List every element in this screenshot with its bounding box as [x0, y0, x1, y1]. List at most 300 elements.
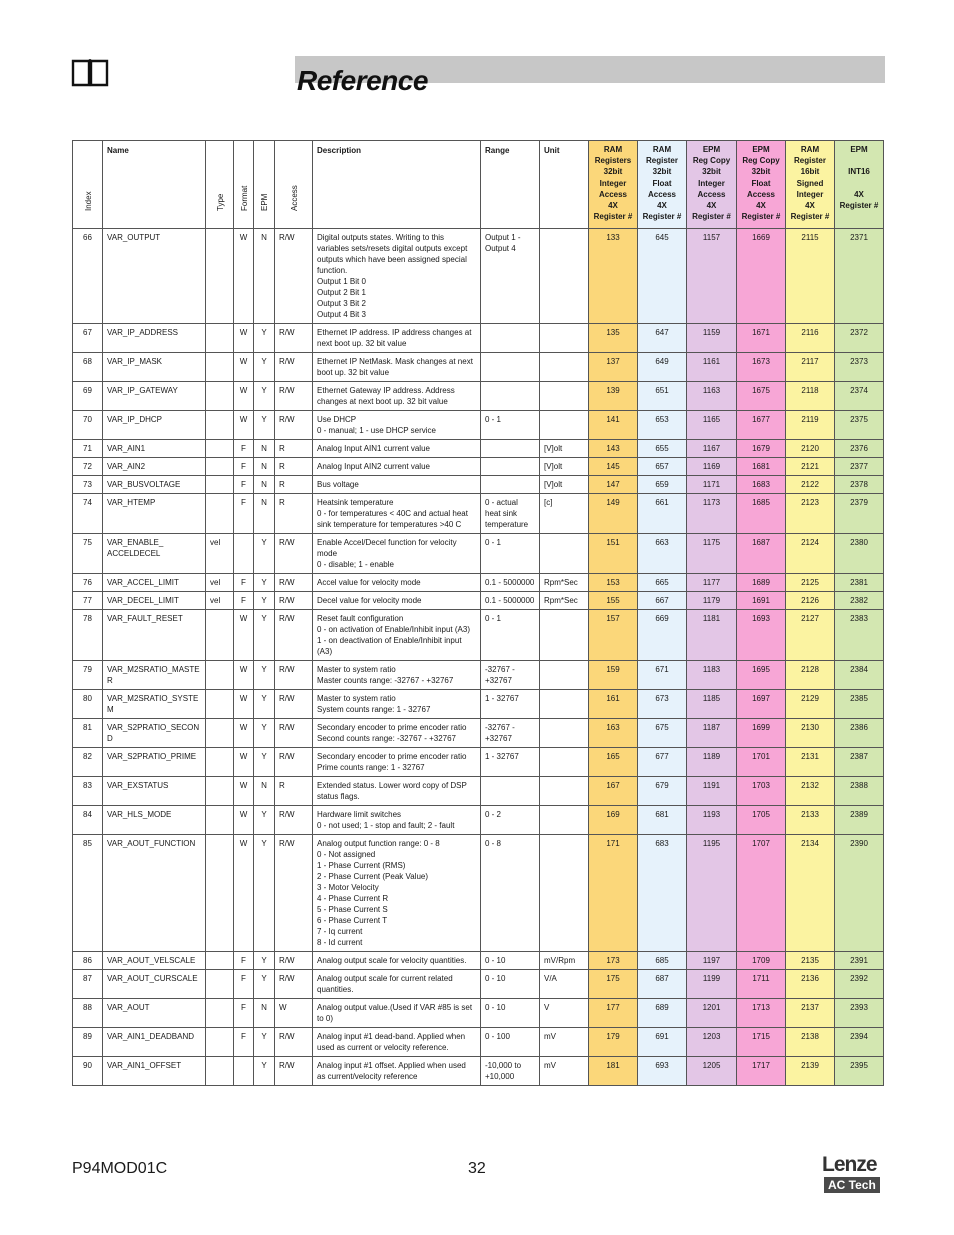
- cell-register-1: 139: [589, 382, 638, 411]
- cell-register-3: 1167: [687, 440, 737, 458]
- cell-register-3: 1165: [687, 411, 737, 440]
- cell-index: 71: [73, 440, 103, 458]
- cell-register-2: 665: [638, 574, 687, 592]
- cell-register-2: 667: [638, 592, 687, 610]
- header-line: Reg Copy: [692, 156, 731, 166]
- cell-index: 89: [73, 1028, 103, 1057]
- cell-range: 0 - 2: [481, 806, 540, 835]
- description-line: 5 - Phase Current S: [317, 905, 388, 914]
- cell-register-4: 1693: [737, 610, 786, 661]
- cell-description: [313, 324, 481, 353]
- description-line: System counts range: 1 - 32767: [317, 705, 431, 714]
- cell-index: 90: [73, 1057, 103, 1086]
- cell-register-1: 167: [589, 777, 638, 806]
- cell-register-6: 2380: [835, 534, 884, 574]
- cell-register-5: 2138: [786, 1028, 835, 1057]
- cell-range: 0 - 10: [481, 970, 540, 999]
- cell-register-3: 1163: [687, 382, 737, 411]
- cell-name: VAR_AIN1_OFFSET: [103, 1057, 206, 1086]
- col-header-reg5: [786, 141, 835, 229]
- description-line: 6 - Phase Current T: [317, 916, 388, 925]
- cell-register-5: 2126: [786, 592, 835, 610]
- reference-table: [72, 140, 884, 1086]
- cell-register-3: 1171: [687, 476, 737, 494]
- cell-range: [481, 353, 540, 382]
- cell-epm: Y: [254, 592, 275, 610]
- cell-access: R/W: [275, 1057, 313, 1086]
- cell-register-4: 1681: [737, 458, 786, 476]
- cell-range: 0 - 10: [481, 952, 540, 970]
- cell-range: [481, 777, 540, 806]
- col-header-reg1: [589, 141, 638, 229]
- cell-unit: [540, 748, 589, 777]
- cell-register-5: 2117: [786, 353, 835, 382]
- cell-unit: [540, 411, 589, 440]
- cell-unit: [540, 534, 589, 574]
- cell-register-1: 171: [589, 835, 638, 952]
- cell-register-6: 2391: [835, 952, 884, 970]
- cell-register-3: 1205: [687, 1057, 737, 1086]
- cell-name: VAR_AIN1: [103, 440, 206, 458]
- cell-access: R/W: [275, 324, 313, 353]
- header-line: RAM: [652, 145, 672, 154]
- cell-name: VAR_BUSVOLTAGE: [103, 476, 206, 494]
- cell-type: [206, 690, 234, 719]
- cell-register-6: 2371: [835, 229, 884, 324]
- cell-range: -32767 - +32767: [481, 719, 540, 748]
- cell-register-3: 1189: [687, 748, 737, 777]
- cell-description: [313, 1028, 481, 1057]
- page-number: 32: [468, 1160, 486, 1177]
- table-row: [73, 1028, 884, 1057]
- cell-name: VAR_OUTPUT: [103, 229, 206, 324]
- cell-access: R/W: [275, 534, 313, 574]
- description-line: Accel value for velocity mode: [317, 578, 421, 587]
- cell-description: [313, 835, 481, 952]
- cell-unit: V: [540, 999, 589, 1028]
- description-line: Analog input #1 dead-band. Applied when used as current or velocity reference.: [317, 1032, 466, 1052]
- cell-epm: N: [254, 999, 275, 1028]
- header-line: EPM: [850, 145, 868, 154]
- cell-register-4: 1687: [737, 534, 786, 574]
- cell-register-1: 141: [589, 411, 638, 440]
- cell-register-5: 2125: [786, 574, 835, 592]
- header-line: [836, 155, 882, 166]
- cell-format: F: [234, 952, 254, 970]
- cell-register-4: 1697: [737, 690, 786, 719]
- cell-type: [206, 610, 234, 661]
- cell-register-5: 2137: [786, 999, 835, 1028]
- cell-register-5: 2132: [786, 777, 835, 806]
- cell-register-6: 2385: [835, 690, 884, 719]
- cell-unit: [V]olt: [540, 476, 589, 494]
- page-title: Reference: [297, 65, 428, 96]
- cell-name: VAR_DECEL_LIMIT: [103, 592, 206, 610]
- cell-register-4: 1709: [737, 952, 786, 970]
- cell-register-5: 2119: [786, 411, 835, 440]
- cell-register-2: 653: [638, 411, 687, 440]
- cell-register-2: 693: [638, 1057, 687, 1086]
- cell-access: R/W: [275, 952, 313, 970]
- table-row: [73, 324, 884, 353]
- cell-register-3: 1161: [687, 353, 737, 382]
- cell-description: [313, 690, 481, 719]
- cell-name: VAR_IP_ADDRESS: [103, 324, 206, 353]
- cell-register-2: 649: [638, 353, 687, 382]
- cell-index: 66: [73, 229, 103, 324]
- logo-text: Lenze: [822, 1153, 877, 1176]
- col-header-format: Format: [234, 141, 254, 229]
- cell-range: 0 - 1: [481, 411, 540, 440]
- col-header-type: Type: [206, 141, 234, 229]
- cell-register-5: 2128: [786, 661, 835, 690]
- cell-epm: Y: [254, 835, 275, 952]
- cell-register-1: 143: [589, 440, 638, 458]
- cell-register-1: 147: [589, 476, 638, 494]
- book-icon: [71, 57, 109, 87]
- cell-name: VAR_S2PRATIO_PRIME: [103, 748, 206, 777]
- cell-description: [313, 748, 481, 777]
- document-code: P94MOD01C: [72, 1160, 168, 1177]
- cell-epm: Y: [254, 574, 275, 592]
- cell-epm: N: [254, 476, 275, 494]
- cell-access: R/W: [275, 592, 313, 610]
- cell-register-4: 1671: [737, 324, 786, 353]
- cell-register-4: 1703: [737, 777, 786, 806]
- description-line: Secondary encoder to prime encoder ratio: [317, 723, 467, 732]
- cell-range: 0.1 - 5000000: [481, 592, 540, 610]
- cell-register-4: 1689: [737, 574, 786, 592]
- cell-register-5: 2134: [786, 835, 835, 952]
- cell-epm: Y: [254, 411, 275, 440]
- cell-register-6: 2381: [835, 574, 884, 592]
- cell-register-3: 1173: [687, 494, 737, 534]
- cell-index: 87: [73, 970, 103, 999]
- lenze-logo: [822, 1154, 886, 1194]
- table-row: [73, 835, 884, 952]
- cell-epm: N: [254, 229, 275, 324]
- cell-index: 72: [73, 458, 103, 476]
- header-line: 4X: [706, 201, 717, 211]
- cell-index: 79: [73, 661, 103, 690]
- cell-index: 86: [73, 952, 103, 970]
- header-line: Integer: [698, 178, 725, 188]
- cell-range: 0 - actual heat sink temperature: [481, 494, 540, 534]
- cell-format: F: [234, 440, 254, 458]
- cell-type: [206, 494, 234, 534]
- cell-format: W: [234, 411, 254, 440]
- description-line: Analog Input AIN1 current value: [317, 444, 430, 453]
- cell-unit: [V]olt: [540, 440, 589, 458]
- cell-register-3: 1175: [687, 534, 737, 574]
- cell-name: VAR_AOUT_CURSCALE: [103, 970, 206, 999]
- cell-format: [234, 534, 254, 574]
- cell-name: VAR_EXSTATUS: [103, 777, 206, 806]
- cell-register-6: 2375: [835, 411, 884, 440]
- cell-index: 68: [73, 353, 103, 382]
- cell-name: VAR_IP_GATEWAY: [103, 382, 206, 411]
- cell-register-1: 155: [589, 592, 638, 610]
- cell-type: [206, 476, 234, 494]
- cell-type: vel: [206, 592, 234, 610]
- description-line: 0 - Not assigned: [317, 850, 376, 859]
- cell-register-2: 687: [638, 970, 687, 999]
- table-header-row: [73, 141, 884, 229]
- cell-register-1: 175: [589, 970, 638, 999]
- col-header-reg6: [835, 141, 884, 229]
- cell-register-6: 2376: [835, 440, 884, 458]
- cell-register-4: 1707: [737, 835, 786, 952]
- cell-epm: Y: [254, 1028, 275, 1057]
- cell-description: [313, 592, 481, 610]
- cell-type: [206, 1057, 234, 1086]
- header-line: Register: [645, 156, 678, 166]
- cell-register-3: 1169: [687, 458, 737, 476]
- cell-type: [206, 970, 234, 999]
- table-row: [73, 534, 884, 574]
- cell-access: R/W: [275, 411, 313, 440]
- description-line: 1 - on deactivation of Enable/Inhibit input (A3): [317, 636, 462, 656]
- cell-epm: Y: [254, 534, 275, 574]
- cell-register-4: 1683: [737, 476, 786, 494]
- cell-description: [313, 574, 481, 592]
- table-row: [73, 719, 884, 748]
- cell-register-1: 181: [589, 1057, 638, 1086]
- cell-epm: N: [254, 440, 275, 458]
- cell-index: 81: [73, 719, 103, 748]
- cell-index: 84: [73, 806, 103, 835]
- cell-register-4: 1691: [737, 592, 786, 610]
- cell-register-2: 651: [638, 382, 687, 411]
- cell-register-3: 1201: [687, 999, 737, 1028]
- cell-register-4: 1715: [737, 1028, 786, 1057]
- cell-index: 77: [73, 592, 103, 610]
- cell-description: [313, 411, 481, 440]
- cell-register-3: 1183: [687, 661, 737, 690]
- cell-register-5: 2118: [786, 382, 835, 411]
- cell-register-3: 1159: [687, 324, 737, 353]
- header-line: Register: [793, 156, 826, 166]
- cell-register-1: 177: [589, 999, 638, 1028]
- cell-format: [234, 1057, 254, 1086]
- cell-register-1: 173: [589, 952, 638, 970]
- cell-type: [206, 777, 234, 806]
- cell-access: R/W: [275, 574, 313, 592]
- col-header-range: Range: [481, 141, 540, 229]
- header-line: 16bit: [800, 167, 820, 177]
- cell-epm: Y: [254, 952, 275, 970]
- header-line: Register #: [839, 201, 879, 211]
- cell-index: 85: [73, 835, 103, 952]
- table-row: [73, 748, 884, 777]
- cell-register-3: 1187: [687, 719, 737, 748]
- cell-register-5: 2135: [786, 952, 835, 970]
- cell-range: 0 - 8: [481, 835, 540, 952]
- cell-register-6: 2377: [835, 458, 884, 476]
- cell-register-6: 2387: [835, 748, 884, 777]
- description-line: 1 - Phase Current (RMS): [317, 861, 406, 870]
- cell-register-6: 2394: [835, 1028, 884, 1057]
- cell-format: F: [234, 574, 254, 592]
- cell-register-3: 1199: [687, 970, 737, 999]
- description-line: 0 - disable; 1 - enable: [317, 560, 394, 569]
- cell-name: VAR_HLS_MODE: [103, 806, 206, 835]
- cell-register-4: 1677: [737, 411, 786, 440]
- cell-name: VAR_AOUT_VELSCALE: [103, 952, 206, 970]
- cell-name: VAR_M2SRATIO_MASTER: [103, 661, 206, 690]
- cell-index: 83: [73, 777, 103, 806]
- cell-unit: [540, 382, 589, 411]
- table-row: [73, 353, 884, 382]
- col-header-reg2: [638, 141, 687, 229]
- cell-unit: [540, 353, 589, 382]
- cell-access: R: [275, 440, 313, 458]
- col-header-reg4: [737, 141, 786, 229]
- cell-format: W: [234, 748, 254, 777]
- cell-range: 1 - 32767: [481, 748, 540, 777]
- cell-register-6: 2390: [835, 835, 884, 952]
- cell-index: 88: [73, 999, 103, 1028]
- header-line: Register #: [593, 212, 633, 222]
- cell-description: [313, 353, 481, 382]
- cell-register-4: 1711: [737, 970, 786, 999]
- cell-epm: N: [254, 458, 275, 476]
- description-line: 0 - not used; 1 - stop and fault; 2 - fault: [317, 821, 455, 830]
- cell-register-3: 1191: [687, 777, 737, 806]
- cell-register-4: 1669: [737, 229, 786, 324]
- cell-type: [206, 382, 234, 411]
- cell-name: VAR_M2SRATIO_SYSTEM: [103, 690, 206, 719]
- cell-type: [206, 661, 234, 690]
- cell-type: [206, 835, 234, 952]
- cell-register-2: 659: [638, 476, 687, 494]
- table-row: [73, 999, 884, 1028]
- cell-register-2: 677: [638, 748, 687, 777]
- cell-access: R/W: [275, 835, 313, 952]
- cell-register-3: 1179: [687, 592, 737, 610]
- cell-access: R/W: [275, 661, 313, 690]
- header-line: EPM: [752, 145, 770, 154]
- cell-unit: [540, 324, 589, 353]
- cell-description: [313, 952, 481, 970]
- header-line: RAM: [603, 145, 623, 154]
- cell-register-4: 1701: [737, 748, 786, 777]
- table-row: [73, 806, 884, 835]
- cell-description: [313, 610, 481, 661]
- description-line: Analog Input AIN2 current value: [317, 462, 430, 471]
- cell-register-1: 133: [589, 229, 638, 324]
- cell-type: [206, 324, 234, 353]
- cell-register-6: 2388: [835, 777, 884, 806]
- cell-register-1: 179: [589, 1028, 638, 1057]
- cell-range: -32767 - +32767: [481, 661, 540, 690]
- table-row: [73, 494, 884, 534]
- header-line: 32bit: [652, 167, 672, 177]
- cell-name: VAR_AIN1_DEADBAND: [103, 1028, 206, 1057]
- cell-index: 75: [73, 534, 103, 574]
- cell-type: [206, 229, 234, 324]
- cell-register-5: 2122: [786, 476, 835, 494]
- cell-unit: V/A: [540, 970, 589, 999]
- cell-format: W: [234, 806, 254, 835]
- cell-index: 78: [73, 610, 103, 661]
- description-line: Ethernet IP address. IP address changes at next boot up. 32 bit value: [317, 328, 472, 348]
- cell-register-4: 1705: [737, 806, 786, 835]
- cell-format: F: [234, 592, 254, 610]
- cell-unit: mV: [540, 1028, 589, 1057]
- cell-register-2: 657: [638, 458, 687, 476]
- cell-register-6: 2374: [835, 382, 884, 411]
- cell-register-4: 1675: [737, 382, 786, 411]
- cell-register-2: 647: [638, 324, 687, 353]
- cell-register-3: 1203: [687, 1028, 737, 1057]
- cell-register-2: 691: [638, 1028, 687, 1057]
- cell-format: F: [234, 458, 254, 476]
- header-line: Register #: [642, 212, 682, 222]
- cell-format: W: [234, 610, 254, 661]
- table-row: [73, 382, 884, 411]
- cell-register-6: 2378: [835, 476, 884, 494]
- cell-register-4: 1717: [737, 1057, 786, 1086]
- cell-register-5: 2133: [786, 806, 835, 835]
- cell-unit: mV/Rpm: [540, 952, 589, 970]
- cell-register-2: 655: [638, 440, 687, 458]
- cell-name: VAR_AOUT: [103, 999, 206, 1028]
- cell-epm: Y: [254, 661, 275, 690]
- cell-register-5: 2130: [786, 719, 835, 748]
- description-line: Heatsink temperature: [317, 498, 394, 507]
- cell-format: W: [234, 229, 254, 324]
- cell-format: F: [234, 1028, 254, 1057]
- description-line: 0 - for temperatures < 40C and actual heat sink temperature for temperatures >40 C: [317, 509, 468, 529]
- table-row: [73, 440, 884, 458]
- description-line: Second counts range: -32767 - +32767: [317, 734, 456, 743]
- cell-format: W: [234, 777, 254, 806]
- col-header-name: Name: [103, 141, 206, 229]
- cell-range: Output 1 - Output 4: [481, 229, 540, 324]
- cell-register-6: 2395: [835, 1057, 884, 1086]
- description-line: 4 - Phase Current R: [317, 894, 389, 903]
- cell-index: 70: [73, 411, 103, 440]
- col-header-unit: Unit: [540, 141, 589, 229]
- cell-register-3: 1195: [687, 835, 737, 952]
- table-row: [73, 1057, 884, 1086]
- cell-register-3: 1197: [687, 952, 737, 970]
- cell-register-4: 1673: [737, 353, 786, 382]
- cell-register-6: 2389: [835, 806, 884, 835]
- cell-type: [206, 999, 234, 1028]
- cell-register-2: 679: [638, 777, 687, 806]
- cell-index: 69: [73, 382, 103, 411]
- header-line: Reg Copy: [742, 156, 780, 166]
- cell-register-2: 645: [638, 229, 687, 324]
- table-row: [73, 458, 884, 476]
- cell-epm: Y: [254, 1057, 275, 1086]
- header-line: Access: [598, 189, 628, 199]
- header-line: 4X: [608, 201, 618, 211]
- cell-register-4: 1679: [737, 440, 786, 458]
- cell-description: [313, 458, 481, 476]
- cell-description: [313, 777, 481, 806]
- cell-name: VAR_AIN2: [103, 458, 206, 476]
- table-row: [73, 952, 884, 970]
- table-row: [73, 411, 884, 440]
- cell-register-3: 1157: [687, 229, 737, 324]
- cell-epm: Y: [254, 719, 275, 748]
- description-line: Analog output function range: 0 - 8: [317, 839, 440, 848]
- cell-register-3: 1185: [687, 690, 737, 719]
- cell-description: [313, 999, 481, 1028]
